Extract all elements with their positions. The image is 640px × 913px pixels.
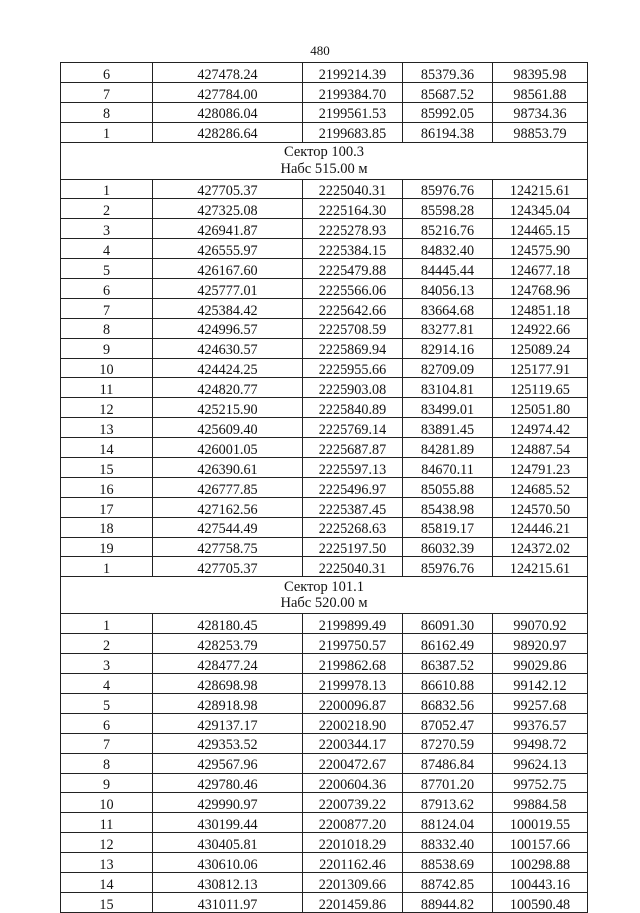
point-number-cell: 7 — [61, 733, 153, 753]
table-row — [61, 122, 588, 142]
table-row — [61, 853, 588, 873]
local-x-cell: 86832.56 — [403, 693, 493, 713]
local-x-cell: 86162.49 — [403, 634, 493, 654]
y-coordinate-cell: 2199214.39 — [303, 63, 403, 83]
y-coordinate-cell: 2225903.08 — [303, 378, 403, 398]
table-row — [61, 279, 588, 299]
local-x-cell: 87913.62 — [403, 793, 493, 813]
y-coordinate-cell: 2200472.67 — [303, 753, 403, 773]
sector-header-cell — [61, 142, 588, 179]
point-number-cell: 10 — [61, 793, 153, 813]
point-number-cell: 8 — [61, 753, 153, 773]
table-row — [61, 239, 588, 259]
y-coordinate-cell: 2199683.85 — [303, 122, 403, 142]
local-x-cell: 84832.40 — [403, 239, 493, 259]
local-x-cell: 84056.13 — [403, 279, 493, 299]
y-coordinate-cell: 2225869.94 — [303, 338, 403, 358]
point-number-cell: 5 — [61, 259, 153, 279]
local-x-cell: 85216.76 — [403, 219, 493, 239]
x-coordinate-cell: 426555.97 — [153, 239, 303, 259]
x-coordinate-cell: 428180.45 — [153, 614, 303, 634]
y-coordinate-cell: 2201459.86 — [303, 892, 403, 912]
x-coordinate-cell: 427162.56 — [153, 497, 303, 517]
table-row — [61, 338, 588, 358]
point-number-cell: 19 — [61, 537, 153, 557]
local-y-cell: 99752.75 — [493, 773, 588, 793]
x-coordinate-cell: 428477.24 — [153, 654, 303, 674]
local-x-cell: 84281.89 — [403, 438, 493, 458]
y-coordinate-cell: 2200218.90 — [303, 713, 403, 733]
table-row — [61, 693, 588, 713]
table-row — [61, 358, 588, 378]
table-row — [61, 219, 588, 239]
local-y-cell: 99070.92 — [493, 614, 588, 634]
local-y-cell: 99257.68 — [493, 693, 588, 713]
point-number-cell: 8 — [61, 102, 153, 122]
x-coordinate-cell: 425609.40 — [153, 418, 303, 438]
x-coordinate-cell: 424820.77 — [153, 378, 303, 398]
table-row — [61, 557, 588, 577]
table-row — [61, 654, 588, 674]
local-y-cell: 99624.13 — [493, 753, 588, 773]
point-number-cell: 9 — [61, 773, 153, 793]
x-coordinate-cell: 431011.97 — [153, 892, 303, 912]
local-x-cell: 85976.76 — [403, 179, 493, 199]
x-coordinate-cell: 428086.04 — [153, 102, 303, 122]
point-number-cell: 8 — [61, 318, 153, 338]
y-coordinate-cell: 2200877.20 — [303, 813, 403, 833]
x-coordinate-cell: 426941.87 — [153, 219, 303, 239]
table-row — [61, 318, 588, 338]
y-coordinate-cell: 2225687.87 — [303, 438, 403, 458]
table-row — [61, 634, 588, 654]
point-number-cell: 13 — [61, 853, 153, 873]
x-coordinate-cell: 426777.85 — [153, 477, 303, 497]
point-number-cell: 11 — [61, 378, 153, 398]
local-y-cell: 98395.98 — [493, 63, 588, 83]
x-coordinate-cell: 427784.00 — [153, 82, 303, 102]
y-coordinate-cell: 2225384.15 — [303, 239, 403, 259]
y-coordinate-cell: 2199384.70 — [303, 82, 403, 102]
y-coordinate-cell: 2199978.13 — [303, 674, 403, 694]
table-row — [61, 793, 588, 813]
y-coordinate-cell: 2225040.31 — [303, 179, 403, 199]
page-number: 480 — [310, 43, 330, 58]
local-y-cell: 125051.80 — [493, 398, 588, 418]
table-row — [61, 418, 588, 438]
local-y-cell: 98734.36 — [493, 102, 588, 122]
local-y-cell: 124465.15 — [493, 219, 588, 239]
point-number-cell: 1 — [61, 179, 153, 199]
x-coordinate-cell: 427758.75 — [153, 537, 303, 557]
local-x-cell: 88538.69 — [403, 853, 493, 873]
local-x-cell: 87486.84 — [403, 753, 493, 773]
x-coordinate-cell: 427478.24 — [153, 63, 303, 83]
local-y-cell: 99142.12 — [493, 674, 588, 694]
x-coordinate-cell: 430199.44 — [153, 813, 303, 833]
point-number-cell: 16 — [61, 477, 153, 497]
local-y-cell: 98561.88 — [493, 82, 588, 102]
table-row — [61, 179, 588, 199]
sector-title: Сектор 101.1 — [283, 578, 365, 595]
y-coordinate-cell: 2225278.93 — [303, 219, 403, 239]
x-coordinate-cell: 425777.01 — [153, 279, 303, 299]
point-number-cell: 10 — [61, 358, 153, 378]
y-coordinate-cell: 2201018.29 — [303, 833, 403, 853]
sector-title: Сектор 100.3 — [283, 144, 365, 161]
local-y-cell: 124677.18 — [493, 259, 588, 279]
table-row — [61, 259, 588, 279]
local-x-cell: 88332.40 — [403, 833, 493, 853]
x-coordinate-cell: 429990.97 — [153, 793, 303, 813]
x-coordinate-cell: 429567.96 — [153, 753, 303, 773]
point-number-cell: 17 — [61, 497, 153, 517]
local-x-cell: 83104.81 — [403, 378, 493, 398]
y-coordinate-cell: 2225164.30 — [303, 199, 403, 219]
local-y-cell: 124768.96 — [493, 279, 588, 299]
table-row — [61, 614, 588, 634]
x-coordinate-cell: 430812.13 — [153, 872, 303, 892]
local-x-cell: 85438.98 — [403, 497, 493, 517]
x-coordinate-cell: 429780.46 — [153, 773, 303, 793]
local-y-cell: 124345.04 — [493, 199, 588, 219]
x-coordinate-cell: 424996.57 — [153, 318, 303, 338]
table-row — [61, 438, 588, 458]
point-number-cell: 2 — [61, 199, 153, 219]
y-coordinate-cell: 2225496.97 — [303, 477, 403, 497]
local-x-cell: 84670.11 — [403, 458, 493, 478]
point-number-cell: 3 — [61, 219, 153, 239]
y-coordinate-cell: 2225040.31 — [303, 557, 403, 577]
point-number-cell: 4 — [61, 674, 153, 694]
point-number-cell: 5 — [61, 693, 153, 713]
sector-elevation: Набс 520.00 м — [280, 595, 368, 612]
local-x-cell: 86091.30 — [403, 614, 493, 634]
y-coordinate-cell: 2200096.87 — [303, 693, 403, 713]
local-y-cell: 100590.48 — [493, 892, 588, 912]
point-number-cell: 4 — [61, 239, 153, 259]
local-y-cell: 100443.16 — [493, 872, 588, 892]
point-number-cell: 6 — [61, 63, 153, 83]
y-coordinate-cell: 2225597.13 — [303, 458, 403, 478]
local-x-cell: 83499.01 — [403, 398, 493, 418]
local-x-cell: 83891.45 — [403, 418, 493, 438]
local-x-cell: 87701.20 — [403, 773, 493, 793]
local-x-cell: 86387.52 — [403, 654, 493, 674]
point-number-cell: 15 — [61, 458, 153, 478]
local-y-cell: 124215.61 — [493, 179, 588, 199]
y-coordinate-cell: 2225708.59 — [303, 318, 403, 338]
local-x-cell: 85598.28 — [403, 199, 493, 219]
point-number-cell: 7 — [61, 82, 153, 102]
table-row — [61, 674, 588, 694]
local-x-cell: 87270.59 — [403, 733, 493, 753]
local-y-cell: 99029.86 — [493, 654, 588, 674]
local-y-cell: 124887.54 — [493, 438, 588, 458]
point-number-cell: 9 — [61, 338, 153, 358]
local-x-cell: 85687.52 — [403, 82, 493, 102]
local-y-cell: 124791.23 — [493, 458, 588, 478]
x-coordinate-cell: 428918.98 — [153, 693, 303, 713]
y-coordinate-cell: 2200344.17 — [303, 733, 403, 753]
y-coordinate-cell: 2225387.45 — [303, 497, 403, 517]
table-row — [61, 872, 588, 892]
local-y-cell: 125177.91 — [493, 358, 588, 378]
sector-header-cell — [61, 577, 588, 614]
point-number-cell: 7 — [61, 298, 153, 318]
local-x-cell: 86610.88 — [403, 674, 493, 694]
local-y-cell: 124215.61 — [493, 557, 588, 577]
x-coordinate-cell: 424630.57 — [153, 338, 303, 358]
x-coordinate-cell: 428253.79 — [153, 634, 303, 654]
table-row — [61, 733, 588, 753]
table-row — [61, 63, 588, 83]
x-coordinate-cell: 425215.90 — [153, 398, 303, 418]
local-y-cell: 124974.42 — [493, 418, 588, 438]
local-x-cell: 83664.68 — [403, 298, 493, 318]
table-row — [61, 477, 588, 497]
sector-header-row — [61, 142, 588, 179]
y-coordinate-cell: 2225840.89 — [303, 398, 403, 418]
table-row — [61, 813, 588, 833]
table-row — [61, 398, 588, 418]
local-y-cell: 99884.58 — [493, 793, 588, 813]
x-coordinate-cell: 426390.61 — [153, 458, 303, 478]
x-coordinate-cell: 428698.98 — [153, 674, 303, 694]
y-coordinate-cell: 2225955.66 — [303, 358, 403, 378]
local-y-cell: 124685.52 — [493, 477, 588, 497]
table-row — [61, 298, 588, 318]
point-number-cell: 15 — [61, 892, 153, 912]
local-x-cell: 88742.85 — [403, 872, 493, 892]
y-coordinate-cell: 2225268.63 — [303, 517, 403, 537]
local-x-cell: 88124.04 — [403, 813, 493, 833]
point-number-cell: 6 — [61, 279, 153, 299]
y-coordinate-cell: 2201309.66 — [303, 872, 403, 892]
x-coordinate-cell: 427544.49 — [153, 517, 303, 537]
local-x-cell: 82709.09 — [403, 358, 493, 378]
y-coordinate-cell: 2201162.46 — [303, 853, 403, 873]
local-y-cell: 100157.66 — [493, 833, 588, 853]
x-coordinate-cell: 426001.05 — [153, 438, 303, 458]
local-y-cell: 98853.79 — [493, 122, 588, 142]
y-coordinate-cell: 2200604.36 — [303, 773, 403, 793]
local-x-cell: 85379.36 — [403, 63, 493, 83]
table-row — [61, 497, 588, 517]
table-row — [61, 458, 588, 478]
local-x-cell: 87052.47 — [403, 713, 493, 733]
y-coordinate-cell: 2199750.57 — [303, 634, 403, 654]
y-coordinate-cell: 2225769.14 — [303, 418, 403, 438]
table-row — [61, 773, 588, 793]
x-coordinate-cell: 429137.17 — [153, 713, 303, 733]
table-row — [61, 517, 588, 537]
local-x-cell: 86194.38 — [403, 122, 493, 142]
point-number-cell: 1 — [61, 557, 153, 577]
y-coordinate-cell: 2199862.68 — [303, 654, 403, 674]
point-number-cell: 1 — [61, 614, 153, 634]
y-coordinate-cell: 2225566.06 — [303, 279, 403, 299]
local-x-cell: 85976.76 — [403, 557, 493, 577]
table-row — [61, 892, 588, 912]
local-x-cell: 83277.81 — [403, 318, 493, 338]
local-x-cell: 85992.05 — [403, 102, 493, 122]
local-y-cell: 100019.55 — [493, 813, 588, 833]
table-row — [61, 713, 588, 733]
point-number-cell: 12 — [61, 398, 153, 418]
table-row — [61, 833, 588, 853]
x-coordinate-cell: 427705.37 — [153, 557, 303, 577]
local-x-cell: 88944.82 — [403, 892, 493, 912]
table-row — [61, 537, 588, 557]
point-number-cell: 18 — [61, 517, 153, 537]
table-row — [61, 378, 588, 398]
local-y-cell: 124922.66 — [493, 318, 588, 338]
local-y-cell: 100298.88 — [493, 853, 588, 873]
sector-header-row — [61, 577, 588, 614]
local-y-cell: 98920.97 — [493, 634, 588, 654]
point-number-cell: 6 — [61, 713, 153, 733]
y-coordinate-cell: 2200739.22 — [303, 793, 403, 813]
point-number-cell: 3 — [61, 654, 153, 674]
local-y-cell: 99498.72 — [493, 733, 588, 753]
local-x-cell: 82914.16 — [403, 338, 493, 358]
x-coordinate-cell: 428286.64 — [153, 122, 303, 142]
local-x-cell: 85055.88 — [403, 477, 493, 497]
x-coordinate-cell: 426167.60 — [153, 259, 303, 279]
local-y-cell: 125119.65 — [493, 378, 588, 398]
y-coordinate-cell: 2199899.49 — [303, 614, 403, 634]
local-y-cell: 124851.18 — [493, 298, 588, 318]
y-coordinate-cell: 2225197.50 — [303, 537, 403, 557]
sector-elevation: Набс 515.00 м — [280, 160, 368, 177]
local-y-cell: 125089.24 — [493, 338, 588, 358]
x-coordinate-cell: 427705.37 — [153, 179, 303, 199]
coordinates-table — [60, 62, 588, 913]
local-y-cell: 99376.57 — [493, 713, 588, 733]
x-coordinate-cell: 424424.25 — [153, 358, 303, 378]
point-number-cell: 11 — [61, 813, 153, 833]
table-row — [61, 82, 588, 102]
local-x-cell: 85819.17 — [403, 517, 493, 537]
x-coordinate-cell: 427325.08 — [153, 199, 303, 219]
x-coordinate-cell: 425384.42 — [153, 298, 303, 318]
table-row — [61, 102, 588, 122]
local-y-cell: 124372.02 — [493, 537, 588, 557]
point-number-cell: 1 — [61, 122, 153, 142]
coordinates-table-body — [61, 63, 588, 913]
x-coordinate-cell: 429353.52 — [153, 733, 303, 753]
y-coordinate-cell: 2225479.88 — [303, 259, 403, 279]
y-coordinate-cell: 2199561.53 — [303, 102, 403, 122]
local-y-cell: 124575.90 — [493, 239, 588, 259]
point-number-cell: 2 — [61, 634, 153, 654]
local-y-cell: 124570.50 — [493, 497, 588, 517]
local-x-cell: 84445.44 — [403, 259, 493, 279]
y-coordinate-cell: 2225642.66 — [303, 298, 403, 318]
point-number-cell: 12 — [61, 833, 153, 853]
table-row — [61, 199, 588, 219]
table-row — [61, 753, 588, 773]
point-number-cell: 13 — [61, 418, 153, 438]
local-x-cell: 86032.39 — [403, 537, 493, 557]
point-number-cell: 14 — [61, 872, 153, 892]
x-coordinate-cell: 430610.06 — [153, 853, 303, 873]
x-coordinate-cell: 430405.81 — [153, 833, 303, 853]
local-y-cell: 124446.21 — [493, 517, 588, 537]
point-number-cell: 14 — [61, 438, 153, 458]
